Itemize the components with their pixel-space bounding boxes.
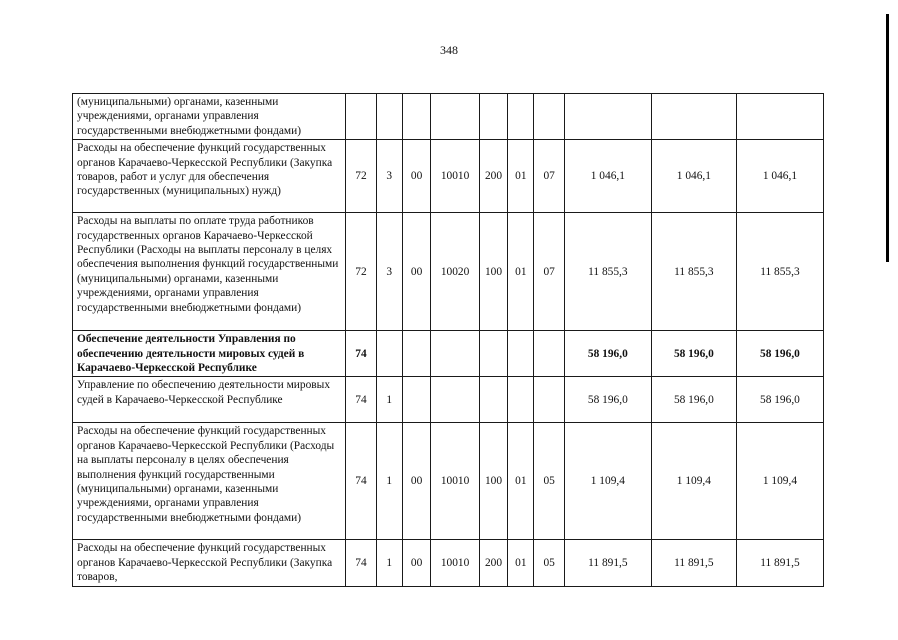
cell-sum-year-3: 1 109,4 [736, 423, 823, 540]
cell-target-code [431, 94, 480, 140]
table-row-section-total [73, 331, 824, 377]
cell-sum-year-2: 11 855,3 [651, 213, 736, 331]
cell-razdel: 01 [508, 423, 534, 540]
cell-gov-code [346, 94, 376, 140]
cell-sum-year-2: 1 046,1 [651, 140, 736, 213]
cell-sum-year-3 [736, 94, 823, 140]
cell-podrazdel: 05 [534, 540, 564, 586]
table-row [73, 540, 824, 586]
cell-sum-year-1: 58 196,0 [564, 377, 651, 423]
table-row [73, 377, 824, 423]
cell-expense-type [479, 94, 507, 140]
cell-gov-code: 74 [346, 423, 376, 540]
cell-subsection-code: 00 [402, 540, 430, 586]
cell-section-code: 1 [376, 423, 402, 540]
cell-section-code: 3 [376, 213, 402, 331]
row-name: Управление по обеспечению деятельности мировых судей в Карачаево-Черкесской Республике [73, 377, 346, 423]
cell-razdel: 01 [508, 213, 534, 331]
cell-subsection-code [402, 94, 430, 140]
cell-razdel [508, 94, 534, 140]
cell-sum-year-2: 58 196,0 [651, 377, 736, 423]
cell-subsection-code: 00 [402, 423, 430, 540]
cell-expense-type: 200 [479, 140, 507, 213]
cell-podrazdel: 05 [534, 423, 564, 540]
cell-sum-year-1 [564, 94, 651, 140]
cell-expense-type [479, 331, 507, 377]
cell-sum-year-1: 11 891,5 [564, 540, 651, 586]
cell-sum-year-3: 58 196,0 [736, 377, 823, 423]
table-row [73, 213, 824, 331]
cell-sum-year-1: 1 046,1 [564, 140, 651, 213]
cell-sum-year-2 [651, 94, 736, 140]
row-name: Расходы на обеспечение функций государственных органов Карачаево-Черкесской Республики (Закупка товаров, [73, 540, 346, 586]
cell-podrazdel: 07 [534, 213, 564, 331]
cell-target-code: 10010 [431, 140, 480, 213]
cell-podrazdel [534, 331, 564, 377]
cell-section-code: 1 [376, 377, 402, 423]
cell-target-code: 10010 [431, 423, 480, 540]
cell-gov-code: 74 [346, 331, 376, 377]
cell-razdel [508, 377, 534, 423]
row-name: Расходы на выплаты по оплате труда работников государственных органов Карачаево-Черкесской Республики (Расходы на выплаты персоналу в целях обеспечения выполнения функций государственными (муниципальными) органами, казенными учреждениями, органами управления государственными внебюджетными фондами) [73, 213, 346, 331]
cell-subsection-code: 00 [402, 140, 430, 213]
cell-sum-year-3: 1 046,1 [736, 140, 823, 213]
cell-razdel: 01 [508, 140, 534, 213]
table-row [73, 94, 824, 140]
cell-sum-year-1: 11 855,3 [564, 213, 651, 331]
row-name: (муниципальными) органами, казенными учреждениями, органами управления государственными внебюджетными фондами) [73, 94, 346, 140]
cell-sum-year-3: 11 891,5 [736, 540, 823, 586]
cell-subsection-code: 00 [402, 213, 430, 331]
cell-sum-year-2: 58 196,0 [651, 331, 736, 377]
cell-target-code: 10010 [431, 540, 480, 586]
cell-target-code: 10020 [431, 213, 480, 331]
cell-sum-year-3: 58 196,0 [736, 331, 823, 377]
cell-subsection-code [402, 377, 430, 423]
cell-razdel: 01 [508, 540, 534, 586]
cell-sum-year-1: 1 109,4 [564, 423, 651, 540]
cell-sum-year-1: 58 196,0 [564, 331, 651, 377]
cell-target-code [431, 331, 480, 377]
cell-sum-year-3: 11 855,3 [736, 213, 823, 331]
cell-expense-type: 200 [479, 540, 507, 586]
cell-section-code: 1 [376, 540, 402, 586]
cell-expense-type: 100 [479, 213, 507, 331]
cell-razdel [508, 331, 534, 377]
cell-sum-year-2: 11 891,5 [651, 540, 736, 586]
row-name: Обеспечение деятельности Управления по обеспечению деятельности мировых судей в Карачаево-Черкесской Республике [73, 331, 346, 377]
cell-expense-type: 100 [479, 423, 507, 540]
cell-podrazdel [534, 94, 564, 140]
cell-target-code [431, 377, 480, 423]
cell-sum-year-2: 1 109,4 [651, 423, 736, 540]
table-row [73, 423, 824, 540]
cell-podrazdel [534, 377, 564, 423]
cell-section-code [376, 94, 402, 140]
scan-edge-mark [886, 14, 889, 262]
cell-expense-type [479, 377, 507, 423]
cell-gov-code: 72 [346, 213, 376, 331]
row-name: Расходы на обеспечение функций государственных органов Карачаево-Черкесской Республики (Расходы на выплаты персоналу в целях обеспечения выполнения функций государственными (муниципальными) органами, казенными учреждениями, органами управления государственными внебюджетными фондами) [73, 423, 346, 540]
cell-subsection-code [402, 331, 430, 377]
cell-gov-code: 74 [346, 377, 376, 423]
cell-section-code: 3 [376, 140, 402, 213]
page-number: 348 [440, 43, 458, 57]
row-name: Расходы на обеспечение функций государственных органов Карачаево-Черкесской Республики (Закупка товаров, работ и услуг для обеспечения государственных (муниципальных) нужд) [73, 140, 346, 213]
cell-gov-code: 72 [346, 140, 376, 213]
cell-section-code [376, 331, 402, 377]
cell-gov-code: 74 [346, 540, 376, 586]
table-row [73, 140, 824, 213]
budget-table [72, 93, 824, 587]
cell-podrazdel: 07 [534, 140, 564, 213]
